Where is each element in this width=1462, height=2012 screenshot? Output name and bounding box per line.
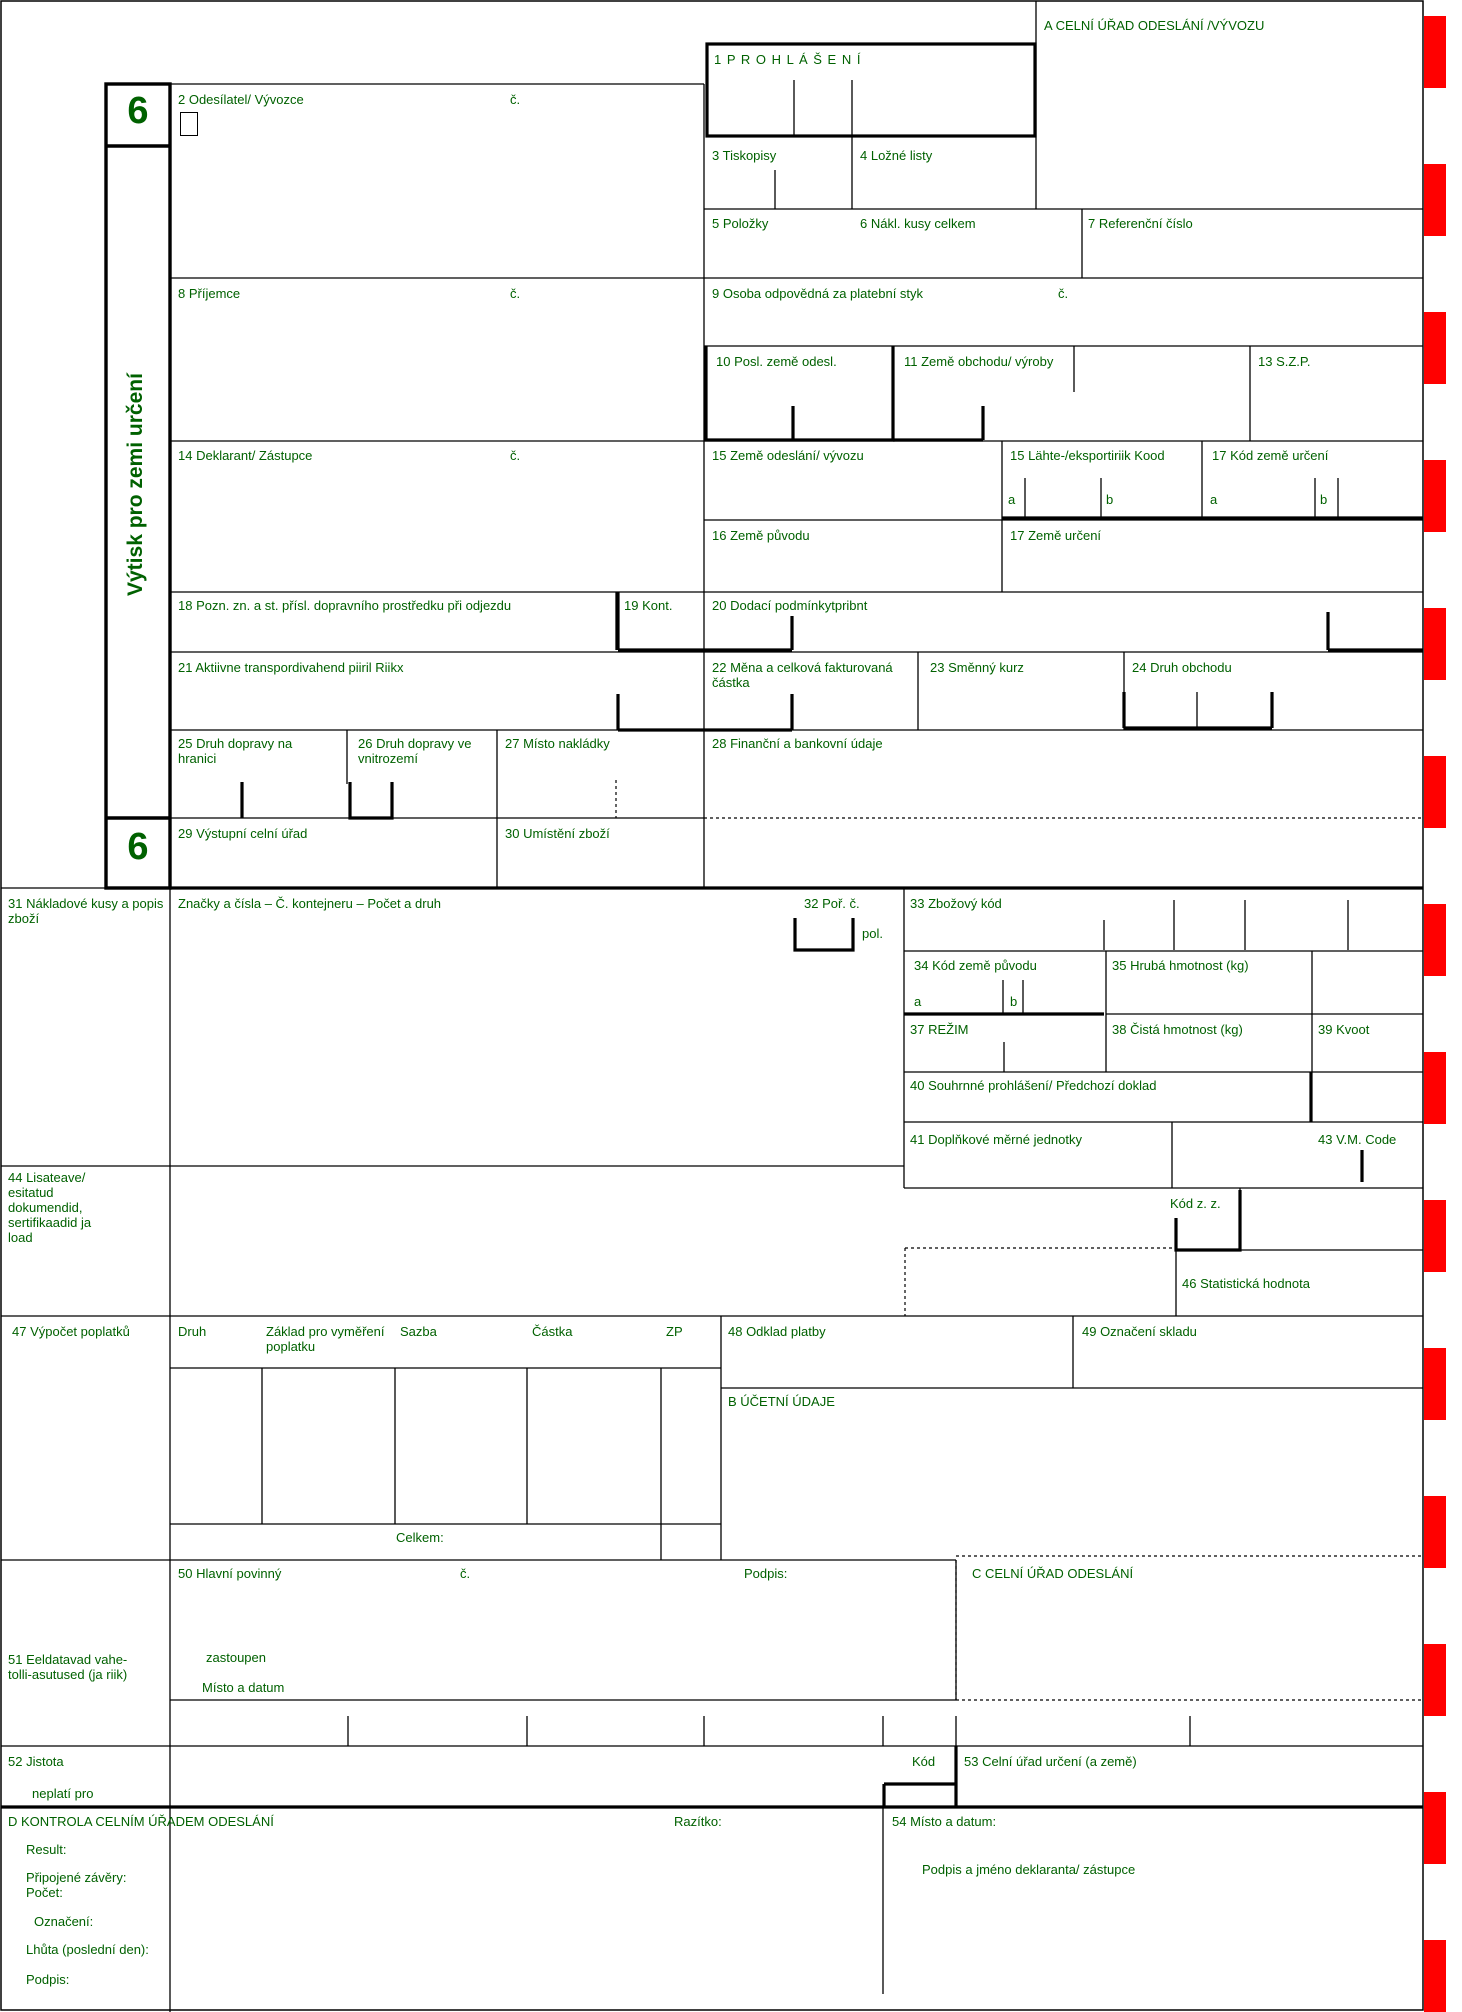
box-38-label: 38 Čistá hmotnost (kg) — [1112, 1022, 1243, 1037]
box-18-label: 18 Pozn. zn. a st. přísl. dopravního prostředku při odjezdu — [178, 598, 512, 613]
margin-tab — [1424, 164, 1446, 236]
box-4-label: 4 Ložné listy — [860, 148, 933, 163]
box-26-label: 26 Druh dopravy ve vnitrozemí — [358, 736, 472, 766]
copy-title-vertical: Výtisk pro zemi určení — [124, 373, 147, 596]
box-6-label: 6 Nákl. kusy celkem — [860, 216, 976, 231]
box-32-item-label: pol. — [862, 926, 883, 941]
margin-tab — [1424, 460, 1446, 532]
box-17a-a-label: a — [1210, 492, 1218, 507]
box-b-label: B ÚČETNÍ ÚDAJE — [728, 1394, 835, 1409]
margin-tab — [1424, 1496, 1446, 1568]
box-32-label: 32 Poř. č. — [804, 896, 860, 911]
box-15-b-label: b — [1106, 492, 1114, 507]
box-1-label: 1 P R O H L Á Š E N Í — [714, 52, 862, 67]
margin-tab — [1424, 16, 1446, 88]
copy-number-top: 6 — [127, 90, 149, 132]
box-3-label: 3 Tiskopisy — [712, 148, 777, 163]
box-9-label: 9 Osoba odpovědná za platební styk — [712, 286, 924, 301]
box-19-label: 19 Kont. — [624, 598, 673, 613]
box-9-number-label: č. — [1058, 286, 1069, 301]
box-20-label: 20 Dodací podmínkytpribnt — [712, 598, 868, 613]
box-8-number-label: č. — [510, 286, 521, 301]
box-7-label: 7 Referenční číslo — [1088, 216, 1193, 231]
box-50-label: 50 Hlavní povinný — [178, 1566, 282, 1581]
box-41-label: 41 Doplňkové měrné jednotky — [910, 1132, 1082, 1147]
margin-tab — [1424, 756, 1446, 828]
box-50-place-date-label: Místo a datum — [202, 1680, 285, 1695]
box-40-label: 40 Souhrnné prohlášení/ Předchozí doklad — [910, 1078, 1157, 1093]
box-28-label: 28 Finanční a bankovní údaje — [712, 736, 883, 751]
box-17a-b-label: b — [1320, 492, 1328, 507]
box-15-label: 15 Země odeslání/ vývozu — [712, 448, 864, 463]
box-50-number-label: č. — [460, 1566, 471, 1581]
box-47-type-label: Druh — [178, 1324, 207, 1339]
box-52-not-valid-label: neplatí pro — [32, 1786, 94, 1801]
margin-tab — [1424, 904, 1446, 976]
box-22-label: 22 Měna a celková fakturovaná částka — [712, 660, 893, 690]
box-54-label: 54 Místo a datum: — [892, 1814, 997, 1829]
box-a-label: A CELNÍ ÚŘAD ODESLÁNÍ /VÝVOZU — [1044, 18, 1265, 33]
box-11-label: 11 Země obchodu/ výroby — [904, 354, 1054, 369]
box-47-base-label: Základ pro vyměření poplatku — [266, 1324, 385, 1354]
box-35-label: 35 Hrubá hmotnost (kg) — [1112, 958, 1249, 973]
box-44-label: 44 Lisateave/ esitatud dokumendid, sertifikaadid ja load — [8, 1170, 92, 1245]
box-52-label: 52 Jistota — [8, 1754, 64, 1769]
box-43-label: 43 V.M. Code — [1318, 1132, 1397, 1147]
box-17-label: 17 Země určení — [1010, 528, 1102, 543]
box-47-total-label: Celkem: — [396, 1530, 444, 1545]
box-24-label: 24 Druh obchodu — [1132, 660, 1232, 675]
box-52-code-label: Kód — [912, 1754, 936, 1769]
box-17a-label: 17 Kód země určení — [1212, 448, 1329, 463]
box-2-number-label: č. — [510, 92, 521, 107]
box-10-label: 10 Posl. země odesl. — [716, 354, 837, 369]
box-d-signature-label: Podpis: — [26, 1972, 70, 1987]
box-44-code-label: Kód z. z. — [1170, 1196, 1221, 1211]
box-2-label: 2 Odesílatel/ Vývozce — [178, 92, 304, 107]
margin-tab — [1424, 1052, 1446, 1124]
box-29-label: 29 Výstupní celní úřad — [178, 826, 308, 841]
box-30-label: 30 Umístění zboží — [505, 826, 610, 841]
margin-tab — [1424, 608, 1446, 680]
box-8-label: 8 Příjemce — [178, 286, 241, 301]
box-21-label: 21 Aktiivne transpordivahend piiril Riikx — [178, 660, 404, 675]
box-54-signature-label: Podpis a jméno deklaranta/ zástupce — [922, 1862, 1136, 1877]
box-48-label: 48 Odklad platby — [728, 1324, 826, 1339]
margin-tab — [1424, 1200, 1446, 1272]
box-49-label: 49 Označení skladu — [1082, 1324, 1197, 1339]
margin-tab — [1424, 1792, 1446, 1864]
box-14-label: 14 Deklarant/ Zástupce — [178, 448, 313, 463]
box-14-number-label: č. — [510, 448, 521, 463]
box-d-mark-label: Označení: — [34, 1914, 94, 1929]
box-2-checkbox[interactable] — [180, 112, 198, 136]
box-46-label: 46 Statistická hodnota — [1182, 1276, 1310, 1291]
box-50-represented-label: zastoupen — [206, 1650, 266, 1665]
margin-tab — [1424, 1644, 1446, 1716]
box-47-amount-label: Částka — [532, 1324, 573, 1339]
box-50-signature-label: Podpis: — [744, 1566, 788, 1581]
box-d-result-label: Result: — [26, 1842, 67, 1857]
box-15-code-label: 15 Lähte-/eksportiriik Kood — [1010, 448, 1165, 463]
box-31-marks-label: Značky a čísla – Č. kontejneru – Počet a druh — [178, 896, 442, 911]
box-d-limit-label: Lhůta (poslední den): — [26, 1942, 149, 1957]
box-37-label: 37 REŽIM — [910, 1022, 969, 1037]
box-33-label: 33 Zbožový kód — [910, 896, 1002, 911]
box-23-label: 23 Směnný kurz — [930, 660, 1024, 675]
margin-tab — [1424, 1348, 1446, 1420]
box-53-label: 53 Celní úřad určení (a země) — [964, 1754, 1137, 1769]
box-d-label: D KONTROLA CELNÍM ÚŘADEM ODESLÁNÍ — [8, 1814, 274, 1829]
copy-number-bottom: 6 — [127, 826, 149, 868]
box-47-rate-label: Sazba — [400, 1324, 437, 1339]
box-13-label: 13 S.Z.P. — [1258, 354, 1311, 369]
box-c-label: C CELNÍ ÚŘAD ODESLÁNÍ — [972, 1566, 1134, 1581]
box-25-label: 25 Druh dopravy na hranici — [178, 736, 293, 766]
box-d-stamp-label: Razítko: — [674, 1814, 722, 1829]
box-34-a-label: a — [914, 994, 922, 1009]
box-d-count-label: Počet: — [26, 1885, 63, 1900]
box-d-seals-label: Připojené závěry: — [26, 1870, 127, 1885]
box-34-label: 34 Kód země původu — [914, 958, 1037, 973]
margin-tab — [1424, 1940, 1446, 2012]
box-51-label: 51 Eeldatavad vahe-tolli-asutused (ja riik) — [8, 1652, 128, 1682]
box-5-label: 5 Položky — [712, 216, 769, 231]
box-16-label: 16 Země původu — [712, 528, 810, 543]
box-47-zp-label: ZP — [666, 1324, 683, 1339]
margin-tab — [1424, 312, 1446, 384]
box-47-label: 47 Výpočet poplatků — [12, 1324, 130, 1339]
box-34-b-label: b — [1010, 994, 1018, 1009]
box-39-label: 39 Kvoot — [1318, 1022, 1370, 1037]
box-15-a-label: a — [1008, 492, 1016, 507]
box-27-label: 27 Místo nakládky — [505, 736, 610, 751]
box-31-label: 31 Nákladové kusy a popis zboží — [8, 896, 164, 926]
